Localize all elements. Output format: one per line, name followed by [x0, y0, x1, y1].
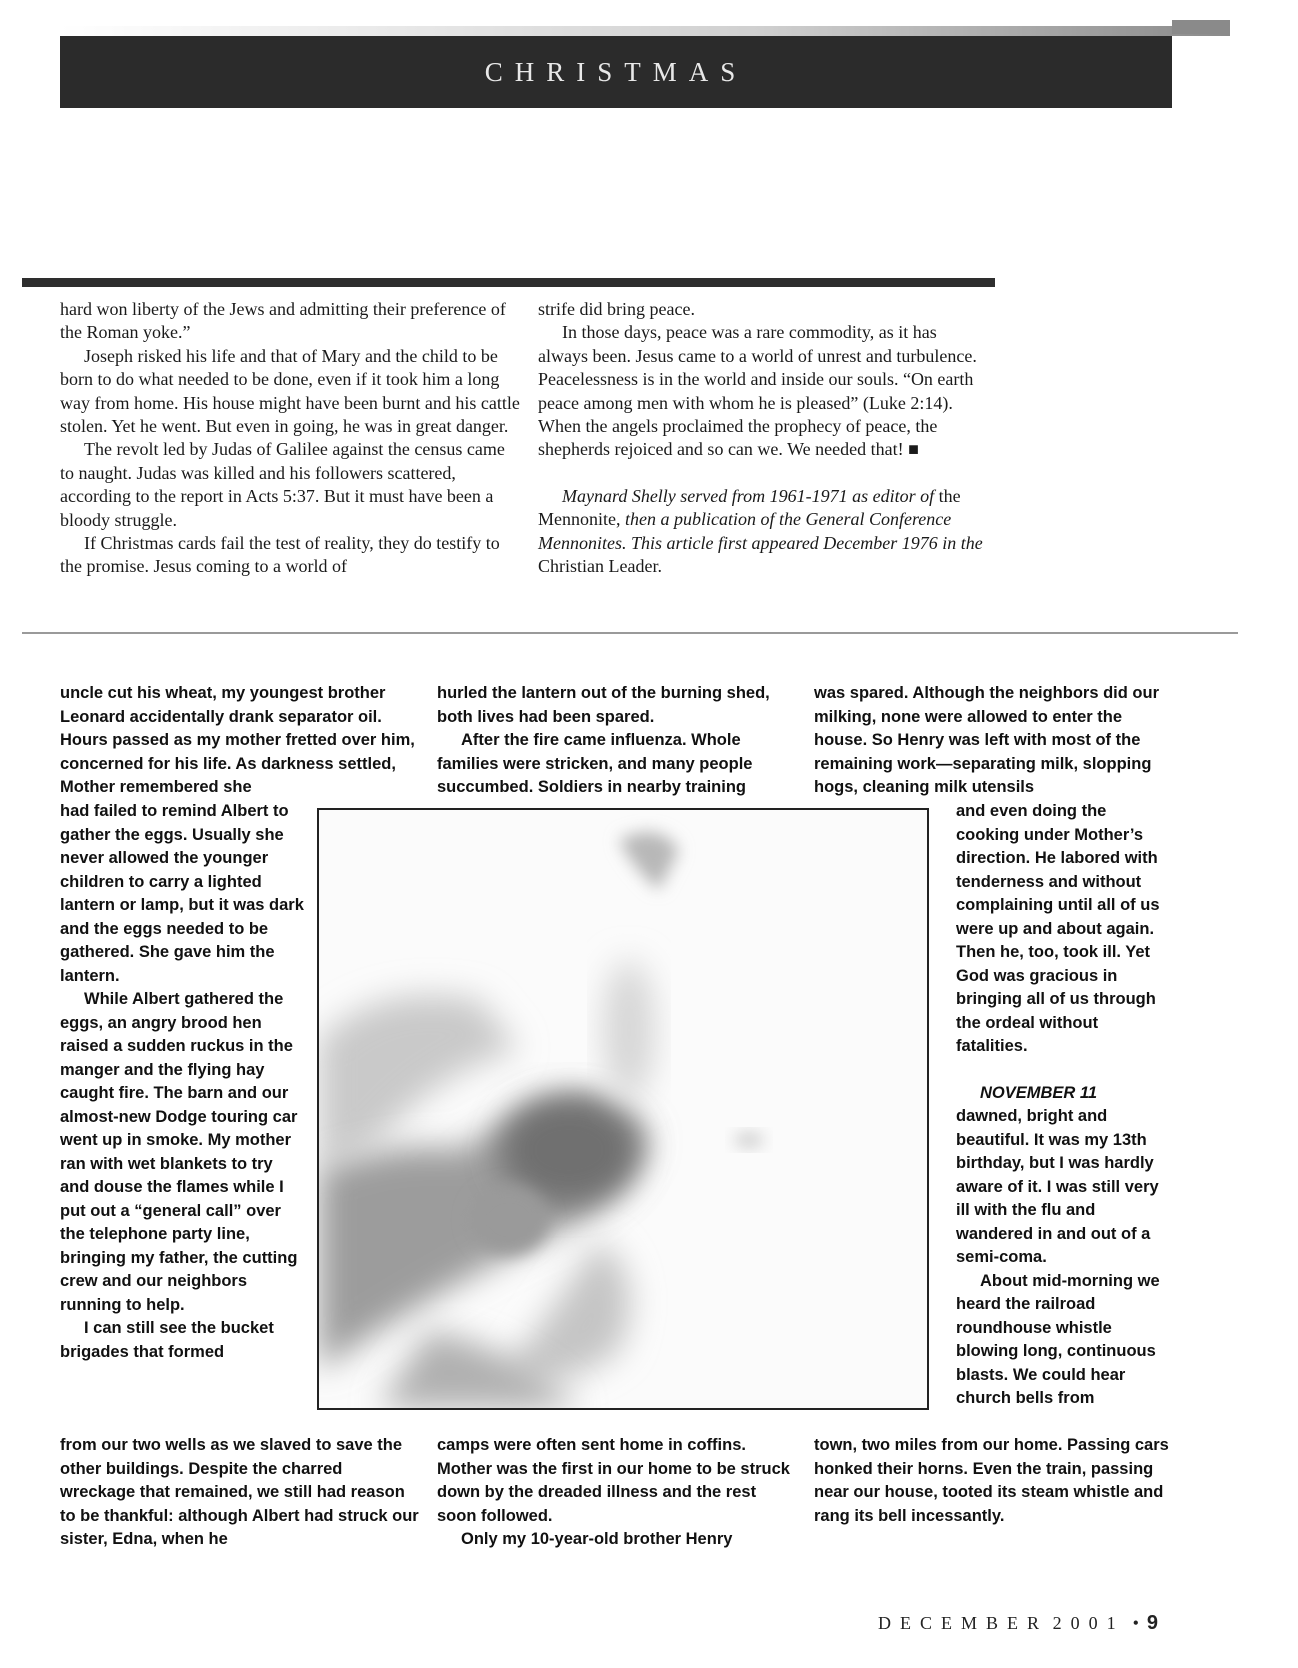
- col3-top: [814, 682, 1169, 800]
- paragraph: The revolt led by Judas of Galilee against the census came to naught. Judas was killed and his followers scattered, according to the report in Acts 5:37. But it must have been a bloody struggle.: [60, 439, 505, 530]
- col2-top: [437, 682, 792, 800]
- paragraph: Joseph risked his life and that of Mary and the child to be born to do what needed to be done, even if it took him a long way from home. His house might have been burnt and his cattle stolen. Yet he went. But even in going, he was in great danger.: [60, 345, 520, 437]
- byline-publication: Christian Leader.: [538, 556, 662, 577]
- footer-month: DECEMBER: [878, 1613, 1049, 1633]
- col1-bottom: [60, 1434, 420, 1552]
- paragraph: uncle cut his wheat, my youngest brother Leonard accidentally drank separator oil. Hours passed as my mother fretted over him, concerned for his life. As darkness settled, Mother remembered she: [60, 684, 415, 796]
- photo-image: [319, 810, 927, 1408]
- paragraph: Only my 10-year-old brother Henry: [461, 1530, 733, 1548]
- article-photo: [317, 808, 929, 1410]
- footer-separator: •: [1132, 1613, 1139, 1633]
- paragraph: had failed to remind Albert to gather the eggs. Usually she never allowed the younger children to carry a lighted lantern or lamp, but it was dark and the eggs needed to be gathered. She gave him the lantern.: [60, 802, 304, 985]
- paragraph: dawned, bright and beautiful. It was my 13th birthday, but I was hardly aware of it. I was still very ill with the flu and wandered in and out of a semi-coma.: [956, 1107, 1159, 1266]
- section-title: CHRISTMAS: [484, 57, 748, 87]
- end-mark: ■: [908, 439, 919, 460]
- paragraph: hard won liberty of the Jews and admitting their preference of the Roman yoke.”: [60, 299, 506, 343]
- paragraph-head: [956, 1082, 1169, 1106]
- paragraph: I can still see the bucket brigades that formed: [60, 1319, 274, 1361]
- byline-text: Maynard Shelly served from 1961-1971 as editor of: [562, 485, 935, 506]
- paragraph-text: In those days, peace was a rare commodity, as it has always been. Jesus came to a world of unrest and turbulence. Peacelessness is in the world and inside our souls. “On earth peace among men with whom he is pleased” (Luke 2:14). When the angels proclaimed the prophecy of peace, the shepherds rejoiced and so can we. We needed that!: [538, 322, 977, 460]
- paragraph: If Christmas cards fail the test of reality, they do testify to the promise. Jesus coming to a world of: [60, 533, 500, 577]
- byline-publication: the Mennonite,: [538, 485, 961, 530]
- page-footer: [878, 1612, 1158, 1635]
- paragraph: After the fire came influenza. Whole families were stricken, and many people succumbed. Soldiers in nearby training: [437, 731, 753, 796]
- paragraph: [538, 321, 990, 461]
- col3-bottom: [814, 1434, 1169, 1528]
- top-left-column: [60, 298, 520, 579]
- paragraph: from our two wells as we slaved to save the other buildings. Despite the charred wreckage that remained, we still had reason to be thankful: although Albert had struck our sister, Edna, when he: [60, 1436, 419, 1548]
- author-byline: [538, 485, 990, 579]
- col2-bottom: [437, 1434, 792, 1552]
- subhead: NOVEMBER 11: [980, 1083, 1098, 1102]
- paragraph: and even doing the cooking under Mother’s direction. He labored with tenderness and without complaining until all of us were up and about again. Then he, too, took ill. Yet God was gracious in bringing all of us through the ordeal without fatalities.: [956, 802, 1160, 1055]
- col1-top: [60, 682, 420, 800]
- byline-text: then a publication of the General Conference Mennonites. This article first appeared December 1976 in the: [538, 509, 983, 553]
- paragraph: was spared. Although the neighbors did our milking, none were allowed to enter the house. So Henry was left with most of the remaining work—separating milk, slopping hogs, cleaning milk utensils: [814, 684, 1159, 796]
- thin-divider: [22, 632, 1238, 634]
- col3-middle: [956, 800, 1169, 1411]
- paragraph: About mid-morning we heard the railroad roundhouse whistle blowing long, continuous blasts. We could hear church bells from: [956, 1271, 1160, 1407]
- thick-divider: [22, 278, 995, 287]
- header-strip: [60, 26, 1230, 36]
- paragraph: town, two miles from our home. Passing cars honked their horns. Even the train, passing near our house, tooted its steam whistle and rang its bell incessantly.: [814, 1436, 1169, 1525]
- footer-year: 2001: [1052, 1613, 1125, 1633]
- header-tab: [1172, 20, 1230, 34]
- paragraph: hurled the lantern out of the burning shed, both lives had been spared.: [437, 684, 770, 726]
- paragraph: While Albert gathered the eggs, an angry brood hen raised a sudden ruckus in the manger and the flying hay caught fire. The barn and our almost-new Dodge touring car went up in smoke. My mother ran with wet blankets to try and douse the flames while I put out a “general call” over the telephone party line, bringing my father, the cutting crew and our neighbors running to help.: [60, 990, 298, 1314]
- col1-middle: [60, 800, 305, 1364]
- paragraph: strife did bring peace.: [538, 299, 695, 319]
- paragraph: camps were often sent home in coffins. Mother was the first in our home to be struck down by the dreaded illness and the rest soon followed.: [437, 1436, 790, 1525]
- page-number: 9: [1146, 1612, 1158, 1634]
- top-right-column: [538, 298, 990, 578]
